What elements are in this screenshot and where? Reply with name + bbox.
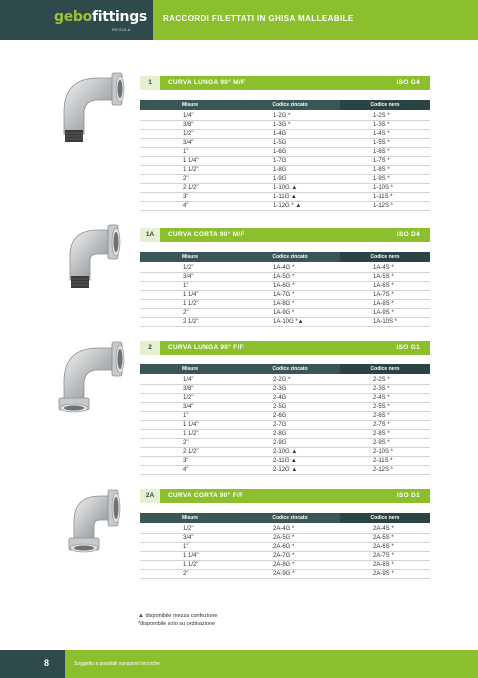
legend-on-order: *disponibile solo su ordinazione (138, 621, 216, 627)
table-header (140, 513, 430, 523)
table-row (140, 264, 430, 273)
cell-codice-nero: 1-4S * (373, 131, 390, 137)
cell-codice-nero: 1A-7S * (373, 292, 394, 298)
section-number: 2 (140, 341, 160, 355)
cell-codice-nero: 1-8S * (373, 167, 390, 173)
cell-misura: 4" (183, 203, 189, 209)
cell-misura: 3" (183, 458, 189, 464)
column-nero: Codice nero (340, 100, 430, 110)
cell-codice-zincato: 1-3G * (273, 122, 291, 128)
footer-note: Soggetto a possibili variazioni tecniche (74, 661, 160, 667)
cell-misura: 3" (183, 194, 189, 200)
cell-misura: 1" (183, 544, 189, 550)
cell-misura: 1/4" (183, 113, 194, 119)
cell-misura: 1/2" (183, 131, 194, 137)
table-row (140, 439, 430, 448)
table-row (140, 130, 430, 139)
section-number: 1A (140, 228, 160, 242)
cell-codice-nero: 2-7S * (373, 422, 390, 428)
cell-codice-zincato: 1-5G (273, 140, 287, 146)
cell-misura: 1 1/2" (183, 431, 199, 437)
cell-misura: 1/2" (183, 265, 194, 271)
table-row (140, 457, 430, 466)
column-nero: Codice nero (340, 252, 430, 262)
table-row (140, 448, 430, 457)
cell-codice-nero: 1-6S * (373, 149, 390, 155)
table-row (140, 193, 430, 202)
table-row (140, 202, 430, 211)
page-number-block (0, 650, 65, 678)
cell-misura: 2" (183, 440, 189, 446)
section-title: CURVA LUNGA 90° M/F (168, 79, 246, 86)
cell-codice-zincato: 2-11G ▲ (273, 458, 297, 464)
section-number: 2A (140, 489, 160, 503)
cell-codice-nero: 1A-5S * (373, 274, 394, 280)
table-row (140, 309, 430, 318)
column-misure: Misure (140, 100, 240, 110)
cell-misura: 1" (183, 149, 189, 155)
cell-misura: 1 1/2" (183, 167, 199, 173)
cell-codice-zincato: 1A-5G * (273, 274, 295, 280)
cell-misura: 2" (183, 310, 189, 316)
cell-codice-zincato: 2-9G (273, 440, 287, 446)
column-zincato: Codice zincato (240, 513, 340, 523)
brand-logo: gebofittings (54, 9, 147, 25)
cell-codice-nero: 1-10S * (373, 185, 394, 191)
table-row (140, 273, 430, 282)
cell-codice-nero: 2-9S * (373, 440, 390, 446)
cell-codice-nero: 2A-4S * (373, 526, 394, 532)
column-misure: Misure (140, 252, 240, 262)
cell-misura: 4" (183, 467, 189, 473)
table-row (140, 121, 430, 130)
table-row (140, 184, 430, 193)
table-header (140, 364, 430, 374)
cell-codice-nero: 1-3S * (373, 122, 390, 128)
cell-misura: 1" (183, 283, 189, 289)
table-header (140, 100, 430, 110)
table-row (140, 300, 430, 309)
triangle-icon: ▲ (138, 613, 144, 619)
cell-misura: 3/8" (183, 122, 194, 128)
legend (138, 612, 217, 628)
table-row (140, 552, 430, 561)
cell-misura: 3/8" (183, 386, 194, 392)
cell-codice-zincato: 2A-8G * (273, 562, 295, 568)
section-title: CURVA CORTA 90° M/F (168, 231, 245, 238)
cell-codice-nero: 2A-6S * (373, 544, 394, 550)
cell-misura: 3/4" (183, 535, 194, 541)
cell-misura: 2 1/2" (183, 449, 199, 455)
cell-codice-zincato: 1-11G ▲ (273, 194, 297, 200)
cell-codice-zincato: 2A-4G * (273, 526, 295, 532)
column-misure: Misure (140, 513, 240, 523)
cell-misura: 2" (183, 176, 189, 182)
table-row (140, 112, 430, 121)
cell-misura: 1/4" (183, 377, 194, 383)
table-row (140, 139, 430, 148)
table-row (140, 157, 430, 166)
legend-half-pack-text: disponibile mezza confezione (145, 613, 218, 619)
cell-misura: 1/2" (183, 395, 194, 401)
cell-codice-zincato: 2-7G (273, 422, 287, 428)
short-bend-female-female-icon (60, 484, 130, 556)
cell-codice-nero: 1-2S * (373, 113, 390, 119)
cell-codice-nero: 1-9S * (373, 176, 390, 182)
table-row (140, 543, 430, 552)
table-header (140, 252, 430, 262)
cell-codice-nero: 2-11S * (373, 458, 393, 464)
section-iso-code: ISO G1 (396, 344, 420, 351)
cell-codice-zincato: 2-6G (273, 413, 287, 419)
cell-codice-zincato: 1-7G (273, 158, 287, 164)
table-row (140, 430, 430, 439)
cell-codice-nero: 2A-8S * (373, 562, 394, 568)
cell-misura: 1 1/4" (183, 158, 199, 164)
cell-codice-nero: 2A-7S * (373, 553, 394, 559)
table-row (140, 394, 430, 403)
page-title: RACCORDI FILETTATI IN GHISA MALLEABILE (163, 14, 354, 23)
cell-codice-zincato: 2-3G (273, 386, 287, 392)
cell-codice-zincato: 2A-7G * (273, 553, 295, 559)
table-body (140, 264, 430, 327)
short-bend-male-female-icon (58, 220, 130, 290)
cell-codice-zincato: 2-8G (273, 431, 287, 437)
cell-codice-zincato: 1A-6G * (273, 283, 295, 289)
cell-codice-nero: 1A-8S * (373, 301, 394, 307)
cell-codice-zincato: 2-4G (273, 395, 287, 401)
column-nero: Codice nero (340, 364, 430, 374)
section-header (140, 228, 430, 242)
cell-codice-zincato: 1-6G (273, 149, 287, 155)
cell-misura: 1 1/4" (183, 553, 199, 559)
table-body (140, 525, 430, 579)
table-row (140, 534, 430, 543)
section-title: CURVA CORTA 90° F/F (168, 492, 244, 499)
cell-codice-nero: 2-3S * (373, 386, 390, 392)
cell-misura: 2 1/2" (183, 185, 199, 191)
cell-codice-nero: 2-10S * (373, 449, 394, 455)
table-body (140, 376, 430, 475)
column-zincato: Codice zincato (240, 252, 340, 262)
table-row (140, 166, 430, 175)
cell-codice-zincato: 2-12G ▲ (273, 467, 298, 473)
table-row (140, 412, 430, 421)
cell-codice-zincato: 2A-5G * (273, 535, 295, 541)
footer-note-block (65, 650, 478, 678)
cell-codice-nero: 1A-4S * (373, 265, 394, 271)
cell-codice-nero: 2-6S * (373, 413, 390, 419)
column-zincato: Codice zincato (240, 364, 340, 374)
section-number: 1 (140, 76, 160, 90)
cell-codice-zincato: 1-4G (273, 131, 287, 137)
cell-misura: 3/4" (183, 140, 194, 146)
cell-codice-nero: 1A-6S * (373, 283, 394, 289)
cell-codice-zincato: 1-8G (273, 167, 287, 173)
long-bend-male-female-icon (50, 68, 132, 144)
table-row (140, 282, 430, 291)
cell-codice-zincato: 1A-7G * (273, 292, 295, 298)
cell-codice-zincato: 1A-10G *▲ (273, 319, 304, 325)
cell-misura: 1 1/2" (183, 562, 199, 568)
cell-codice-nero: 2-2S * (373, 377, 390, 383)
cell-codice-zincato: 1-12G * ▲ (273, 203, 302, 209)
table-row (140, 385, 430, 394)
logo-subtitle: REGULA (112, 27, 131, 32)
table-row (140, 525, 430, 534)
cell-codice-zincato: 1-2G * (273, 113, 291, 119)
cell-codice-nero: 1-12S * (373, 203, 394, 209)
section-header (140, 489, 430, 503)
table-row (140, 403, 430, 412)
cell-codice-zincato: 1-9G (273, 176, 287, 182)
legend-half-pack (138, 612, 217, 620)
cell-misura: 3/4" (183, 274, 194, 280)
section-iso-code: ISO D4 (396, 231, 420, 238)
table-row (140, 148, 430, 157)
cell-misura: 1/2" (183, 526, 194, 532)
cell-codice-nero: 1-7S * (373, 158, 390, 164)
cell-misura: 1 1/2" (183, 301, 199, 307)
cell-codice-zincato: 1A-4G * (273, 265, 295, 271)
section-header (140, 341, 430, 355)
cell-codice-nero: 2A-5S * (373, 535, 394, 541)
cell-codice-nero: 2-12S * (373, 467, 394, 473)
cell-misura: 1 1/4" (183, 422, 199, 428)
cell-misura: 2 1/2" (183, 319, 199, 325)
page-number: 8 (44, 658, 50, 668)
cell-misura: 1 1/4" (183, 292, 199, 298)
cell-codice-nero: 2-8S * (373, 431, 390, 437)
table-body (140, 112, 430, 211)
table-row (140, 466, 430, 475)
table-row (140, 421, 430, 430)
table-row (140, 175, 430, 184)
title-block (153, 0, 478, 40)
table-row (140, 570, 430, 579)
cell-codice-zincato: 1-10G ▲ (273, 185, 298, 191)
page-footer (0, 650, 478, 678)
cell-codice-zincato: 2-5G (273, 404, 287, 410)
cell-codice-nero: 1-5S * (373, 140, 390, 146)
cell-misura: 2" (183, 571, 189, 577)
page-header (0, 0, 478, 40)
table-row (140, 291, 430, 300)
cell-codice-zincato: 2A-9G * (273, 571, 295, 577)
cell-codice-nero: 1A-10S * (373, 319, 398, 325)
section-header (140, 76, 430, 90)
cell-codice-nero: 2-4S * (373, 395, 390, 401)
cell-codice-nero: 2A-9S * (373, 571, 394, 577)
cell-codice-nero: 2-5S * (373, 404, 390, 410)
column-zincato: Codice zincato (240, 100, 340, 110)
table-row (140, 376, 430, 385)
cell-codice-zincato: 2A-6G * (273, 544, 295, 550)
logo-block (0, 0, 153, 40)
cell-codice-zincato: 1A-8G * (273, 301, 295, 307)
cell-codice-nero: 1A-9S * (373, 310, 394, 316)
column-nero: Codice nero (340, 513, 430, 523)
cell-codice-nero: 1-11S * (373, 194, 393, 200)
cell-codice-zincato: 1A-9G * (273, 310, 295, 316)
cell-codice-zincato: 2-10G ▲ (273, 449, 298, 455)
section-iso-code: ISO D1 (396, 492, 420, 499)
cell-codice-zincato: 2-2G * (273, 377, 291, 383)
column-misure: Misure (140, 364, 240, 374)
long-bend-female-female-icon (48, 336, 134, 416)
table-row (140, 318, 430, 327)
cell-misura: 1" (183, 413, 189, 419)
cell-misura: 3/4" (183, 404, 194, 410)
table-row (140, 561, 430, 570)
section-iso-code: ISO G4 (396, 79, 420, 86)
section-title: CURVA LUNGA 90° F/F (168, 344, 244, 351)
